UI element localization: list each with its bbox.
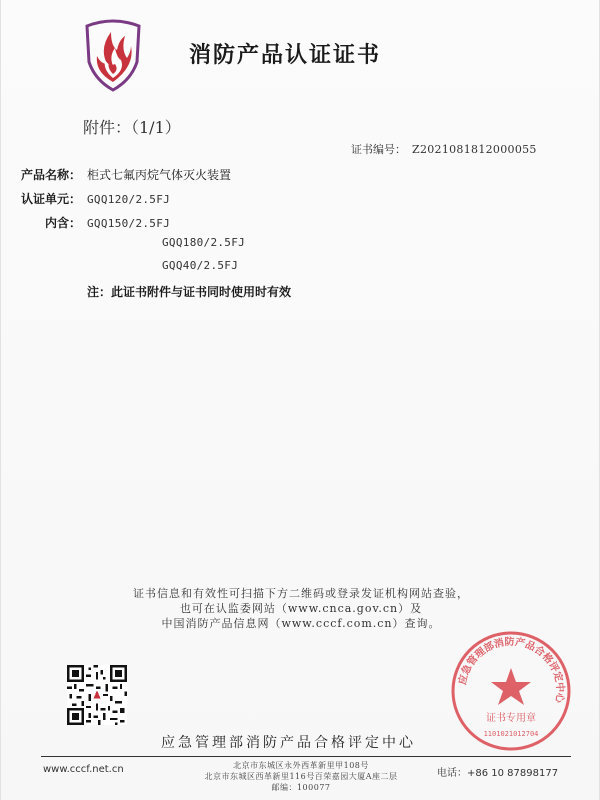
footer-address: 北京市东城区西革新里116号百荣嘉园大厦A座二层	[204, 772, 398, 781]
certification-unit-label: 认证单元：	[20, 192, 81, 206]
contains-item: GQQ150/2.5FJ	[87, 217, 171, 230]
official-seal	[448, 628, 574, 754]
verification-line: 证书信息和有效性可扫描下方二维码或登录发证机构网站查验，	[133, 587, 469, 600]
footer-divider	[41, 756, 571, 757]
footer-address: 北京市东城区永外西革新里甲108号	[233, 761, 369, 770]
seal-serial: 1101021012704	[483, 730, 539, 738]
footer-phone: 电话：+86 10 87898177	[437, 768, 559, 779]
contains-item: GQQ180/2.5FJ	[162, 236, 246, 249]
footer-website[interactable]: www.cccf.net.cn	[43, 764, 124, 775]
attachment-label: 附件：（1/1）	[83, 118, 181, 137]
verification-line: 中国消防产品信息网（www.cccf.com.cn）查询。	[161, 617, 441, 630]
contains-label: 内含：	[44, 216, 81, 230]
issuer-name: 应急管理部消防产品合格评定中心	[161, 735, 416, 751]
certification-unit-row	[1, 190, 170, 207]
contains-row	[1, 214, 170, 231]
qr-code[interactable]	[67, 665, 127, 725]
product-name-row	[1, 166, 231, 183]
certificate-number-value: Z2021081812000055	[412, 143, 537, 156]
product-name-label: 产品名称：	[20, 168, 81, 182]
verification-line: 也可在认监委网站（www.cnca.gov.cn）及	[179, 602, 423, 615]
contains-item: GQQ40/2.5FJ	[162, 259, 239, 272]
certificate-number	[351, 141, 537, 157]
flame-shield-logo-icon	[81, 18, 145, 92]
footer-postcode: 邮编：100077	[271, 783, 331, 792]
document-title: 消防产品认证证书	[189, 43, 382, 68]
seal-star-icon	[491, 668, 531, 705]
certification-unit-value: GQQ120/2.5FJ	[87, 193, 171, 206]
seal-center-text: 证书专用章	[486, 713, 536, 724]
validity-note: 注：此证书附件与证书同时使用时有效	[87, 285, 292, 299]
seal-ring-text: 应急管理部消防产品合格评定中心	[457, 636, 566, 704]
certificate-number-label: 证书编号：	[351, 143, 406, 156]
product-name-value: 柜式七氟丙烷气体灭火装置	[87, 168, 232, 182]
